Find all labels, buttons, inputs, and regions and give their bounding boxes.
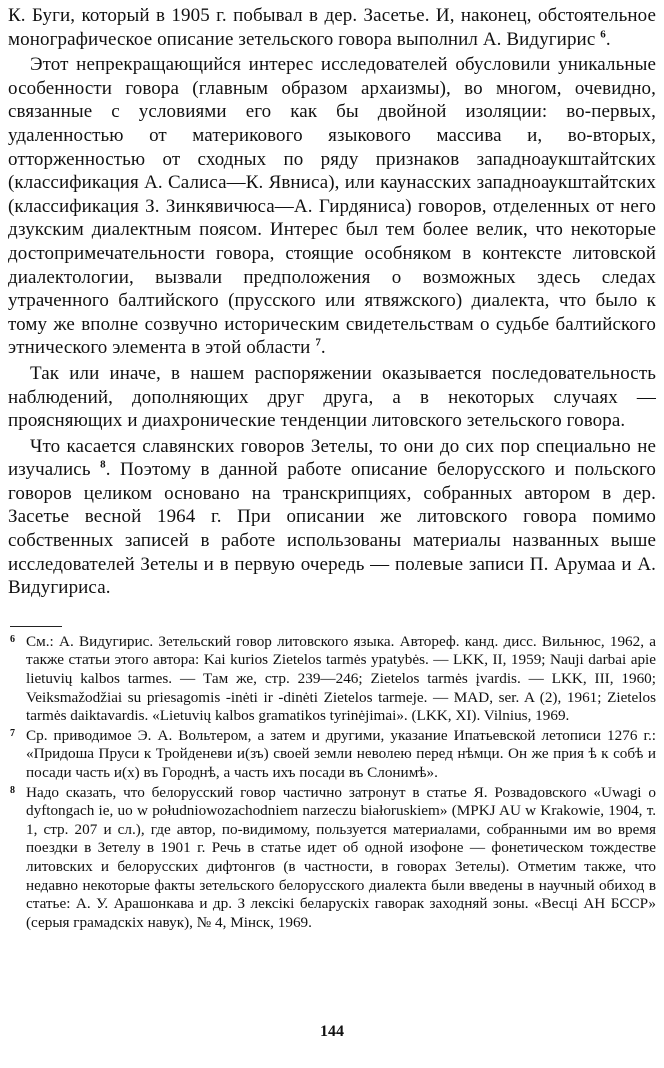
footnote-divider: [10, 626, 62, 627]
paragraph-tail: .: [605, 28, 611, 50]
footnote-marker: 8: [100, 458, 106, 471]
paragraph-text: Этот непрекращающийся интерес исследователей обусловили уникальные особенности говора (главным образом архаизмы), во многом, очевидно, связанные с условиями его как бы двойной изоляции: во-первых, удаленностью от материкового языкового массива и, во-вторых, отторженностью от сходных по ряду признаков западноаукштайтских (классификация А. Салиса—К. Явниса), или каунасских западноаукштайтских (классификация З. Зинкявичюса—А. Гирдяниса) говоров, отделенных от него дзукским диалектным поясом. Интерес был тем более велик, что некоторые достопримечательности говора, стоящие особняком в контексте литовской диалектологии, вызвали предположения о возможных здесь следах утраченного балтийского (прусского или ятвяжского) диалекта, что было к тому же вполне созвучно историческим свидетельствам о судьбе балтийского этнического элемента в этой области: [8, 54, 656, 359]
footnote: [8, 633, 656, 726]
footnotes: [8, 633, 656, 933]
footnote-text: Надо сказать, что белорусский говор частично затронут в статье Я. Розвадовского «Uwagi o dyftongach ie, uo w południowozachodniem narzeczu białoruskiem» (MPKJ AU w Krakowie, 1904, т. 1, стр. 207 и сл.), где автор, по-видимому, пользуется материалами, собранными им во время поездки в Зетелу в 1901 г. Речь в статье идет об одной изофоне — фонетическом тождестве литовских и белорусских дифтонгов (в частности, в говорах Зетелы). Отметим также, что недавно некоторые факты зетельского белорусского диалекта были введены в научный обиход в статье: А. У. Арашонкава и др. З лексікі беларускіх гаворак заходняй зоны. «Весці АН БССР» (серыя грамадскіх навук), № 4, Мінск, 1969.: [26, 783, 656, 931]
footnote-marker: 6: [600, 28, 606, 41]
paragraph: [8, 435, 656, 600]
main-text: [8, 4, 656, 600]
page-number: 144: [320, 1023, 344, 1040]
paragraph-text: Что касается славянских говоров Зетелы, то они до сих пор специально не изучались: [8, 435, 656, 481]
paragraph-text: Так или иначе, в нашем распоряжении оказывается последовательность наблюдений, дополняющих друг друга, а в некоторых случаях — проясняющих и диахронические тенденции литовского зетельского говора.: [8, 362, 656, 432]
footnote-marker: 7: [315, 336, 321, 349]
footnote-text: Ср. приводимое Э. А. Вольтером, а затем и другими, указание Ипатьевской летописи 1276 г.: «Придоша Пруси к Тройденеви и(зъ) своей земли неволею перед нѣмци. Он же прия ѣ к собѣ и посади часть и(х) въ Городнѣ, а часть ихъ посади въ Слонимѣ».: [26, 726, 656, 781]
paragraph: [8, 53, 656, 360]
footnote: [8, 727, 656, 783]
footnote-number: 7: [10, 727, 15, 739]
footnote-text: См.: А. Видугирис. Зетельский говор литовского языка. Автореф. канд. дисс. Вильнюс, 1962, а также статьи этого автора: Kai kurios Zietelos tarmės ypatybės. — LKK, II, 1959; Nauji darbai apie lietuvių kalbos tarmes. — Там же, стр. 239—246; Zietelos tarmės įvardis. — LKK, III, 1960; Veiksmažodžiai su priesagomis -inėti ir -dinėti Zietelos tarmeje. — MAD, ser. A (2), 1961; Zietelos tarmės daiktavardis. «Lietuvių kalbos gramatikos tyrinėjimai». (LKK, XI). Vilnius, 1969.: [26, 632, 656, 725]
footnote-number: 8: [10, 784, 15, 796]
footnote: [8, 784, 656, 933]
paragraph-tail: . Поэтому в данной работе описание белорусского и польского говоров целиком основано на транскрипциях, собранных автором в дер. Засетье весной 1964 г. При описании же литовского говора помимо собственных записей в работе использованы материалы названных выше исследователей Зетелы и в первую очередь — полевые записи П. Арумаа и А. Видугириса.: [8, 459, 656, 599]
paragraph: [8, 362, 656, 433]
paragraph-tail: .: [320, 337, 326, 359]
paragraph: [8, 4, 656, 51]
footnote-number: 6: [10, 633, 15, 645]
paragraph-text: К. Буги, который в 1905 г. побывал в дер. Засетье. И, наконец, обстоятельное монографическое описание зетельского говора выполнил А. Видугирис: [8, 5, 656, 50]
